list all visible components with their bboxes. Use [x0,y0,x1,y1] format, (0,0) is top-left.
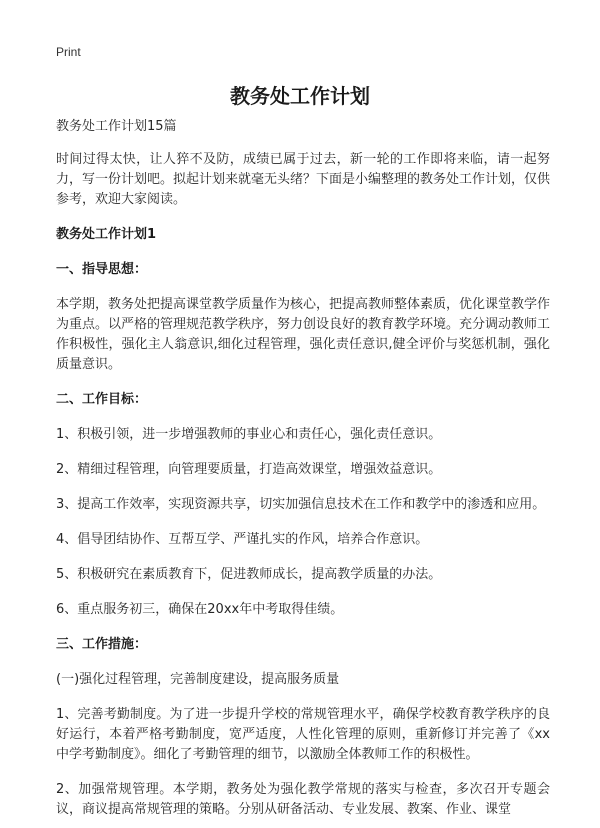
goals-heading: 二、工作目标： [56,392,148,407]
measures-subheading: (一)强化过程管理，完善制度建设，提高服务质量 [56,672,340,687]
guiding-paragraph: 本学期，教务处把提高课堂教学质量作为核心，把提高教师整体素质，优化课堂教学作为重点。以严格的管理规范教学秩序，努力创设良好的教育教学环境。充分调动教师工作积极性，强化主人翁意识,细化过程管理，强化责任意识,健全评价与奖惩机制，强化质量意识。 [56,297,551,372]
goal-item: 4、倡导团结协作、互帮互学、严谨扎实的作风，培养合作意识。 [56,532,429,547]
document-body [56,117,550,828]
section-title: 教务处工作计划1 [56,227,157,242]
document-title: 教务处工作计划 [230,84,370,108]
goal-item: 5、积极研究在素质教育下，促进教师成长，提高教学质量的办法。 [56,567,442,582]
guiding-heading: 一、指导思想： [56,262,148,277]
document-subtitle: 教务处工作计划15篇 [56,119,177,134]
print-link[interactable]: Print [56,45,81,59]
goal-item: 6、重点服务初三，确保在20xx年中考取得佳绩。 [56,602,344,617]
goal-item: 1、积极引领，进一步增强教师的事业心和责任心，强化责任意识。 [56,427,442,442]
measure-item: 1、完善考勤制度。为了进一步提升学校的常规管理水平，确保学校教育教学秩序的良好运行，本着严格考勤制度，宽严适度，人性化管理的原则，重新修订并完善了《xx中学考勤制度》。细化了考勤管理的细节，以激励全体教师工作的积极性。 [56,707,550,762]
intro-paragraph: 时间过得太快，让人猝不及防，成绩已属于过去，新一轮的工作即将来临，请一起努力，写一份计划吧。拟起计划来就毫无头绪？下面是小编整理的教务处工作计划，仅供参考，欢迎大家阅读。 [56,152,551,207]
measures-heading: 三、工作措施： [56,637,148,652]
goal-item: 2、精细过程管理，向管理要质量，打造高效课堂，增强效益意识。 [56,462,442,477]
goal-item: 3、提高工作效率，实现资源共享，切实加强信息技术在工作和教学中的渗透和应用。 [56,497,546,512]
measure-item: 2、加强常规管理。本学期，教务处为强化教学常规的落实与检查，多次召开专题会议，商议提高常规管理的策略。分别从研备活动、专业发展、教案、作业、课堂 [56,782,550,817]
